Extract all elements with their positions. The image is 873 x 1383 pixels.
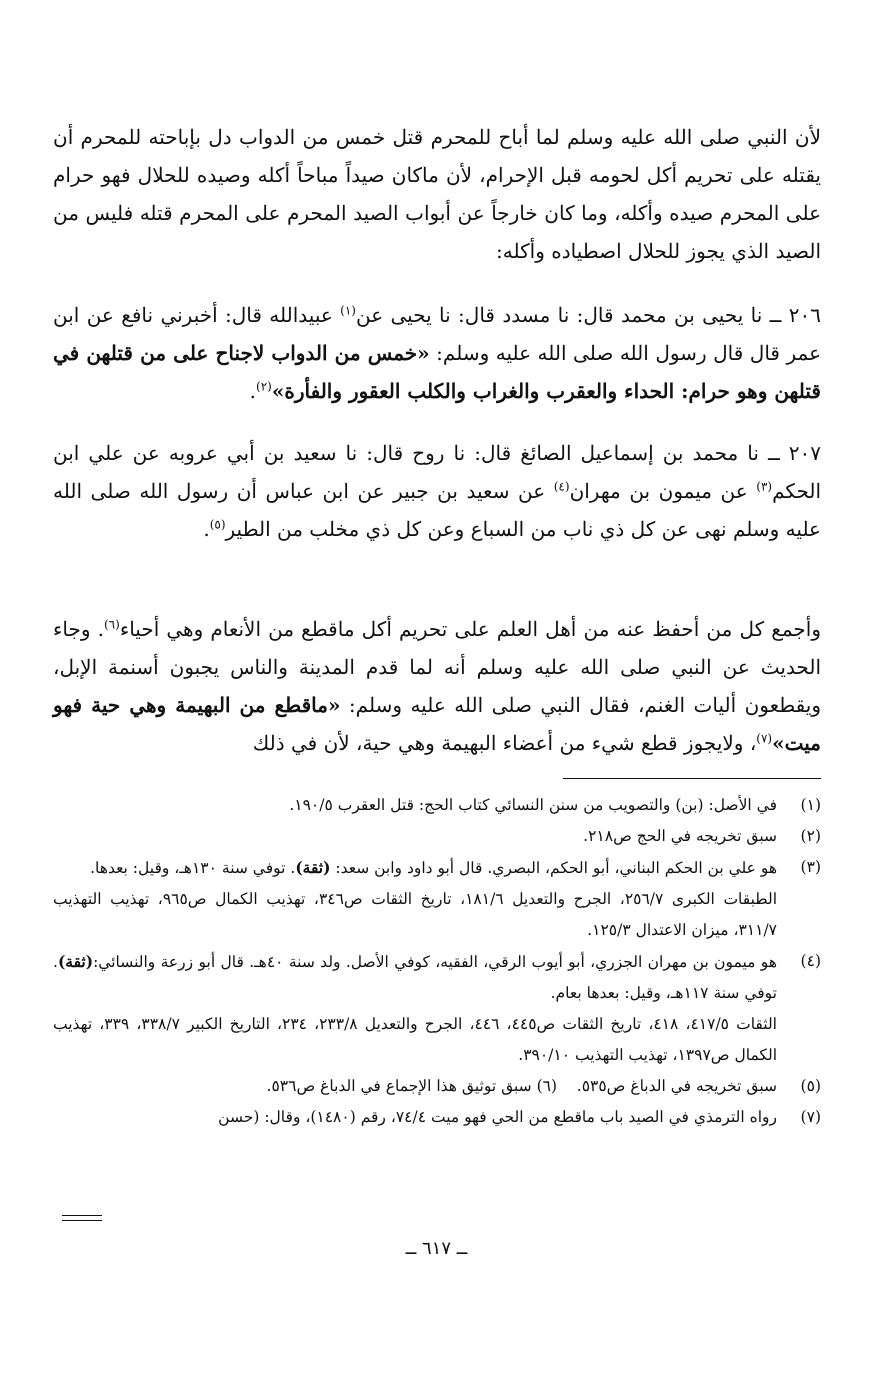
footnote-text: رواه الترمذي في الصيد باب ماقطع من الحي فهو ميت ٧٤/٤، رقم (١٤٨٠)، وقال: (حسن (218, 1108, 777, 1126)
footnote-ref-2[interactable]: (٢) (256, 379, 272, 394)
footnote-text: . توفي سنة ١١٧هـ، وقيل: بعدها بعام. (53, 953, 777, 1002)
hadith-quote: «خمس من الدواب لاجناح على من قتلهن في قتلهن وهو حرام: الحداء والعقرب والغراب والكلب العقور والفأرة» (53, 341, 821, 403)
footnote-4-sources: الثقات ٤١٧/٥، ٤١٨، تاريخ الثقات ص٤٤٥، ٤٤٦، الجرح والتعديل ٢٣٣/٨، ٢٣٤، التاريخ الكبير ٣٣٨/٧، ٣٣٩، تهذيب الكمال ص١٣٩٧، تهذيب التهذيب ٣٩٠/١٠. (53, 1015, 777, 1064)
hadith-quote: «ماقطع من البهيمة وهي حية فهو ميت» (53, 693, 821, 755)
hadith-text: عن ميمون بن مهران (569, 479, 757, 503)
punctuation: . (249, 379, 257, 403)
footnote-text: هو ميمون بن مهران الجزري، أبو أيوب الرقي، الفقيه، كوفي الأصل. ولد سنة ٤٠هـ. قال أبو زرعة والنسائي: (93, 953, 777, 971)
hadith-text: ٢٠٧ ــ نا محمد بن إسماعيل الصائغ قال: نا روح قال: نا سعيد بن أبي عروبه عن علي ابن الحكم (53, 441, 822, 503)
continuation-mark (62, 1215, 102, 1221)
footnote-ref-4[interactable]: (٤) (553, 479, 570, 494)
footnote-text: سبق تخريجه في الحج ص٢١٨. (583, 827, 777, 845)
paragraph-intro (53, 118, 821, 270)
footnote-5-6 (53, 1071, 821, 1102)
footnote-number: (٧) (800, 1108, 821, 1126)
footnote-ref-7[interactable]: (٧) (756, 731, 773, 746)
footnote-ref-1[interactable]: (١) (340, 303, 356, 318)
paragraph-text: لأن النبي صلى الله عليه وسلم لما أباح للمحرم قتل خمس من الدواب دل بإباحته للمحرم أن يقتله على تحريم أكل لحومه قبل الإحرام، لأن ماكان صيداً مباحاً أكله وصيده للحلال فهو حرام على المحرم صيده وأكله، وما كان خارجاً عن أبواب الصيد المحرم على المحرم قتله فليس من الصيد الذي يجوز للحلال اصطياده وأكله: (53, 125, 821, 263)
footnote-1 (53, 790, 821, 821)
paragraph-text: ، ولايجوز قطع شيء من أعضاء البهيمة وهي حية، لأن في ذلك (252, 731, 757, 755)
footnote-4 (53, 946, 821, 1009)
footnote-7 (53, 1102, 821, 1133)
footnote-number: (١) (800, 796, 821, 814)
footnote-divider (563, 778, 821, 779)
footnote-grade: (ثقة) (57, 952, 94, 971)
paragraph-consensus (53, 610, 821, 762)
punctuation: . (203, 517, 210, 541)
paragraph-text: . وجاء الحديث عن النبي صلى الله عليه وسلم أنه لما قدم المدينة والناس يجبون أسنمة الإبل، ويقطعون أليات الغنم، فقال النبي صلى الله عليه وسلم: (53, 617, 821, 717)
footnote-text: . توفي سنة ١٣٠هـ، وقيل: بعدها. (90, 859, 296, 877)
page-number: ــ ٦١٧ ــ (405, 1238, 468, 1259)
paragraph-hadith-207 (53, 434, 821, 548)
footnote-ref-6[interactable]: (٦) (103, 617, 120, 632)
footnote-ref-3[interactable]: (٣) (756, 479, 773, 494)
paragraph-hadith-206 (53, 296, 821, 410)
footnote-3-sources: الطبقات الكبرى ٢٥٦/٧، الجرح والتعديل ١٨١/٦، تاريخ الثقات ص٣٤٦، تهذيب الكمال ص٩٦٥، تهذيب التهذيب ٣١١/٧، ميزان الاعتدال ١٢٥/٣. (53, 890, 778, 939)
hadith-text: عبيدالله قال: أخبرني نافع عن ابن عمر قال قال رسول الله صلى الله عليه وسلم: (53, 303, 821, 365)
footnote-text: سبق تخريجه في الدباغ ص٥٣٥. (576, 1077, 777, 1095)
footnote-number: (٥) (800, 1077, 821, 1095)
footnote-3 (53, 852, 821, 884)
footnote-grade: (ثقة) (295, 858, 331, 877)
hadith-text: ٢٠٦ ــ نا يحيى بن محمد قال: نا مسدد قال: نا يحيى عن (355, 303, 821, 327)
footnote-text: في الأصل: (بن) والتصويب من سنن النسائي كتاب الحج: قتل العقرب ١٩٠/٥. (289, 796, 777, 814)
footnote-6-text: (٦) سبق توثيق هذا الإجماع في الدباغ ص٥٣٦. (266, 1077, 558, 1095)
footnote-ref-5[interactable]: (٥) (209, 517, 226, 532)
footnote-number: (٤) (800, 952, 821, 970)
paragraph-text: وأجمع كل من أحفظ عنه من أهل العلم على تحريم أكل ماقطع من الأنعام وهي أحياء (119, 617, 822, 641)
hadith-text: عن سعيد بن جبير عن ابن عباس أن رسول الله صلى الله عليه وسلم نهى عن كل ذي ناب من السباع وعن كل ذي مخلب من الطير (53, 479, 821, 541)
footnote-2 (53, 821, 821, 852)
footnote-number: (٣) (800, 858, 821, 876)
footnote-number: (٢) (800, 827, 821, 845)
footnotes (53, 790, 821, 1133)
footnote-text: هو علي بن الحكم البناني، أبو الحكم، البصري. قال أبو داود وابن سعد: (330, 859, 777, 877)
